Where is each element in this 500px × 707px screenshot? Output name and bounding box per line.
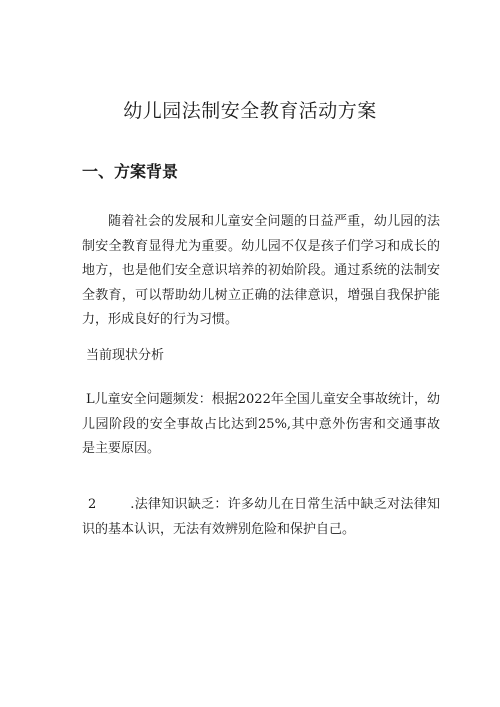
section-heading-background: 一、方案背景 — [82, 162, 179, 181]
background-paragraph: 随着社会的发展和儿童安全问题的日益严重，幼儿园的法制安全教育显得尤为重要。幼儿园不仅是孩子们学习和成长的地方，也是他们安全意识培养的初始阶段。通过系统的法制安全教育，可以帮助幼儿树立正确的法律意识，增强自我保护能力，形成良好的行为习惯。 — [82, 214, 440, 327]
list-item-2-number: 2 — [88, 497, 97, 512]
list-item-1 — [82, 388, 440, 462]
list-item-1-text: L儿童安全问题频发：根据2022年全国儿童安全事故统计，幼儿园阶段的安全事故占比达到25%,其中意外伤害和交通事故是主要原因。 — [82, 392, 440, 456]
document-title: 幼儿园法制安全教育活动方案 — [123, 100, 377, 122]
list-item-2-text: .法律知识缺乏：许多幼儿在日常生活中缺乏对法律知识的基本认识，无法有效辨别危险和保护自己。 — [82, 497, 440, 537]
analysis-subheading: 当前现状分析 — [86, 348, 165, 363]
list-item-2 — [82, 493, 440, 542]
